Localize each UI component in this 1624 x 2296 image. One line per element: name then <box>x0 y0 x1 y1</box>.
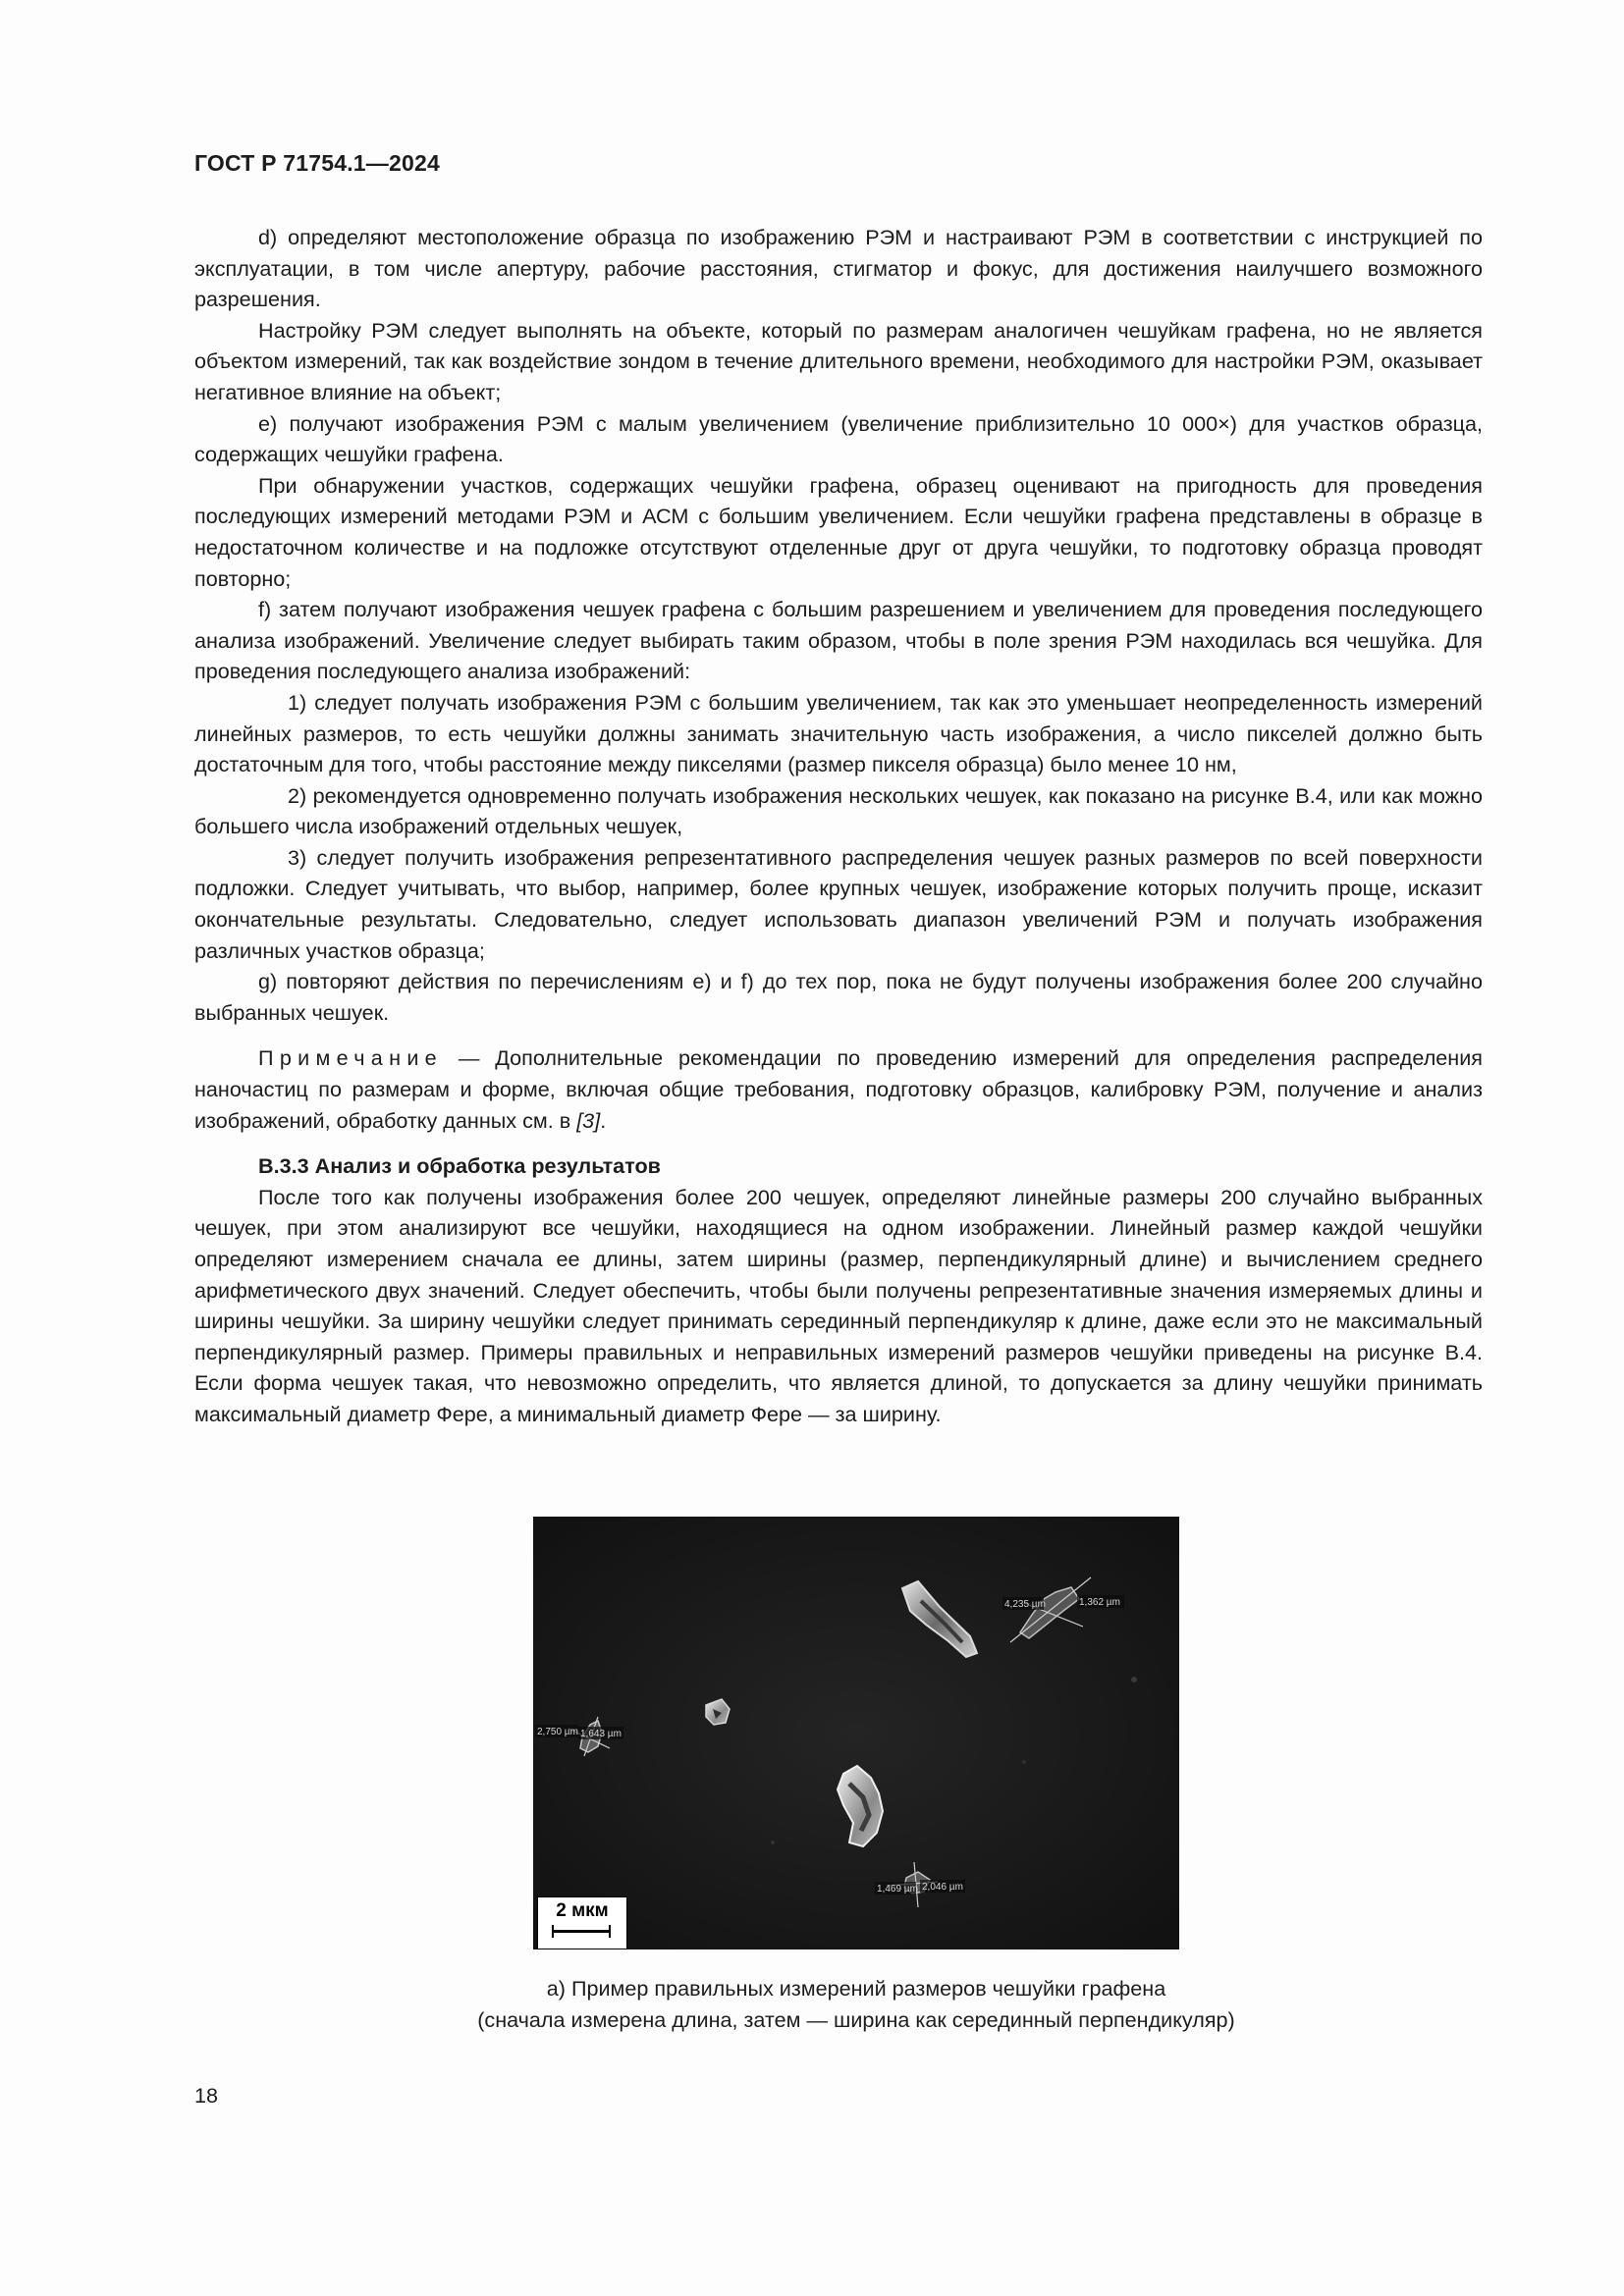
document-header-title: ГОСТ Р 71754.1—2024 <box>194 150 440 176</box>
note-label: Примечание <box>258 1045 443 1071</box>
page-number: 18 <box>194 2083 219 2108</box>
note-end: . <box>600 1107 607 1133</box>
paragraph-item-d: d) определяют местоположение образца по изображению РЭМ и настраивают РЭМ в соответствии с инструкцией по эксплуатации, в том числе апертуру, рабочие расстояния, стигматор и фокус, для достижения наилучшего возможного разрешения. <box>194 225 1483 312</box>
measure-label-1-length: 4,235 µm <box>1004 1599 1046 1610</box>
body-text <box>194 222 1483 1430</box>
paragraph-item-f: f) затем получают изображения чешуек графена с большим разрешением и увеличением для проведения последующего анализа изображений. Увеличение следует выбирать таким образом, чтобы в поле зрения РЭМ находилась вся чешуйка. Для проведения последующего анализа изображений: <box>194 597 1483 684</box>
paragraph-analysis: После того как получены изображения более 200 чешуек, определяют линейные размеры 200 случайно выбранных чешуек, при этом анализируют все чешуйки, находящиеся на одном изображении. Линейный размер каждой чешуйки определяют измерением сначала ее длины, затем ширины (размер, перпендикулярный длине) и вычислением среднего арифметического двух значений. Следует обеспечить, чтобы были получены репрезентативные значения измеряемых длины и ширины чешуйки. За ширину чешуйки следует принимать серединный перпендикуляр к длине, даже если это не максимальный перпендикулярный размер. Примеры правильных и неправильных измерений размеров чешуйки приведены на рисунке В.4. Если форма чешуек такая, что невозможно определить, что является длиной, то допускается за длину чешуйки принимать максимальный диаметр Фере, а минимальный диаметр Фере — за ширину. <box>194 1184 1483 1426</box>
scale-bar-line <box>552 1930 611 1933</box>
scale-bar-box <box>537 1896 627 1949</box>
paragraph-item-g: g) повторяют действия по перечислениям е) и f) до тех пор, пока не будут получены изображения более 200 случайно выбранных чешуек. <box>194 969 1483 1025</box>
measure-label-3-width: 2,046 µm <box>922 1882 963 1893</box>
paragraph-setup: Настройку РЭМ следует выполнять на объекте, который по размерам аналогичен чешуйкам графена, но не является объектом измерений, так как воздействие зондом в течение длительного времени, необходимого для настройки РЭМ, оказывает негативное влияние на объект; <box>194 317 1483 404</box>
section-heading: В.3.3 Анализ и обработка результатов <box>258 1153 661 1179</box>
sem-background <box>533 1517 1179 1949</box>
figure-caption-line-2: (сначала измерена длина, затем — ширина как серединный перпендикуляр) <box>477 2006 1235 2032</box>
paragraph-item-f2: 2) рекомендуется одновременно получать изображения нескольких чешуек, как показано на рисунке В.4, или как можно большего числа изображений отдельных чешуек, <box>194 782 1483 839</box>
measure-label-3-length: 1,469 µm <box>877 1884 918 1895</box>
sem-micrograph <box>533 1517 1179 1949</box>
note-paragraph <box>194 1042 1483 1136</box>
note-text: — Дополнительные рекомендации по проведению измерений для определения распределения наночастиц по размерам и форме, включая общие требования, подготовку образцов, калибровку РЭМ, получение и анализ изображений, обработку данных см. в <box>194 1045 1483 1133</box>
figure-caption <box>373 1973 1339 2035</box>
paragraph-item-f1: 1) следует получать изображения РЭМ с большим увеличением, так как это уменьшает неопределенность измерений линейных размеров, то есть чешуйки должны занимать значительную часть изображения, а число пикселей должно быть достаточным для того, чтобы расстояние между пикселями (размер пикселя образца) было менее 10 нм, <box>194 689 1483 777</box>
note-reference-link[interactable]: [3] <box>576 1107 601 1133</box>
paragraph-detection: При обнаружении участков, содержащих чешуйки графена, образец оценивают на пригодность для проведения последующих измерений методами РЭМ и АСМ с большим увеличением. Если чешуйки графена представлены в образце в недостаточном количестве и на подложке отсутствуют отделенные друг от друга чешуйки, то подготовку образца проводят повторно; <box>194 472 1483 591</box>
measure-label-1-width: 1,362 µm <box>1079 1597 1120 1608</box>
paragraph-item-f3: 3) следует получить изображения репрезентативного распределения чешуек разных размеров по всей поверхности подложки. Следует учитывать, что выбор, например, более крупных чешуек, изображение которых получить проще, исказит окончательные результаты. Следовательно, следует использовать диапазон увеличений РЭМ и получать изображения различных участков образца; <box>194 844 1483 963</box>
scale-bar-label: 2 мкм <box>556 1900 609 1921</box>
paragraph-item-e: е) получают изображения РЭМ с малым увеличением (увеличение приблизительно 10 000×) для участков образца, содержащих чешуйки графена. <box>194 410 1483 467</box>
measure-label-2-width: 1,643 µm <box>580 1729 622 1739</box>
sem-image-graphic <box>533 1517 1179 1949</box>
measure-label-2-length: 2,750 µm <box>537 1727 578 1737</box>
figure-caption-line-1: а) Пример правильных измерений размеров чешуйки графена <box>546 1976 1166 2001</box>
